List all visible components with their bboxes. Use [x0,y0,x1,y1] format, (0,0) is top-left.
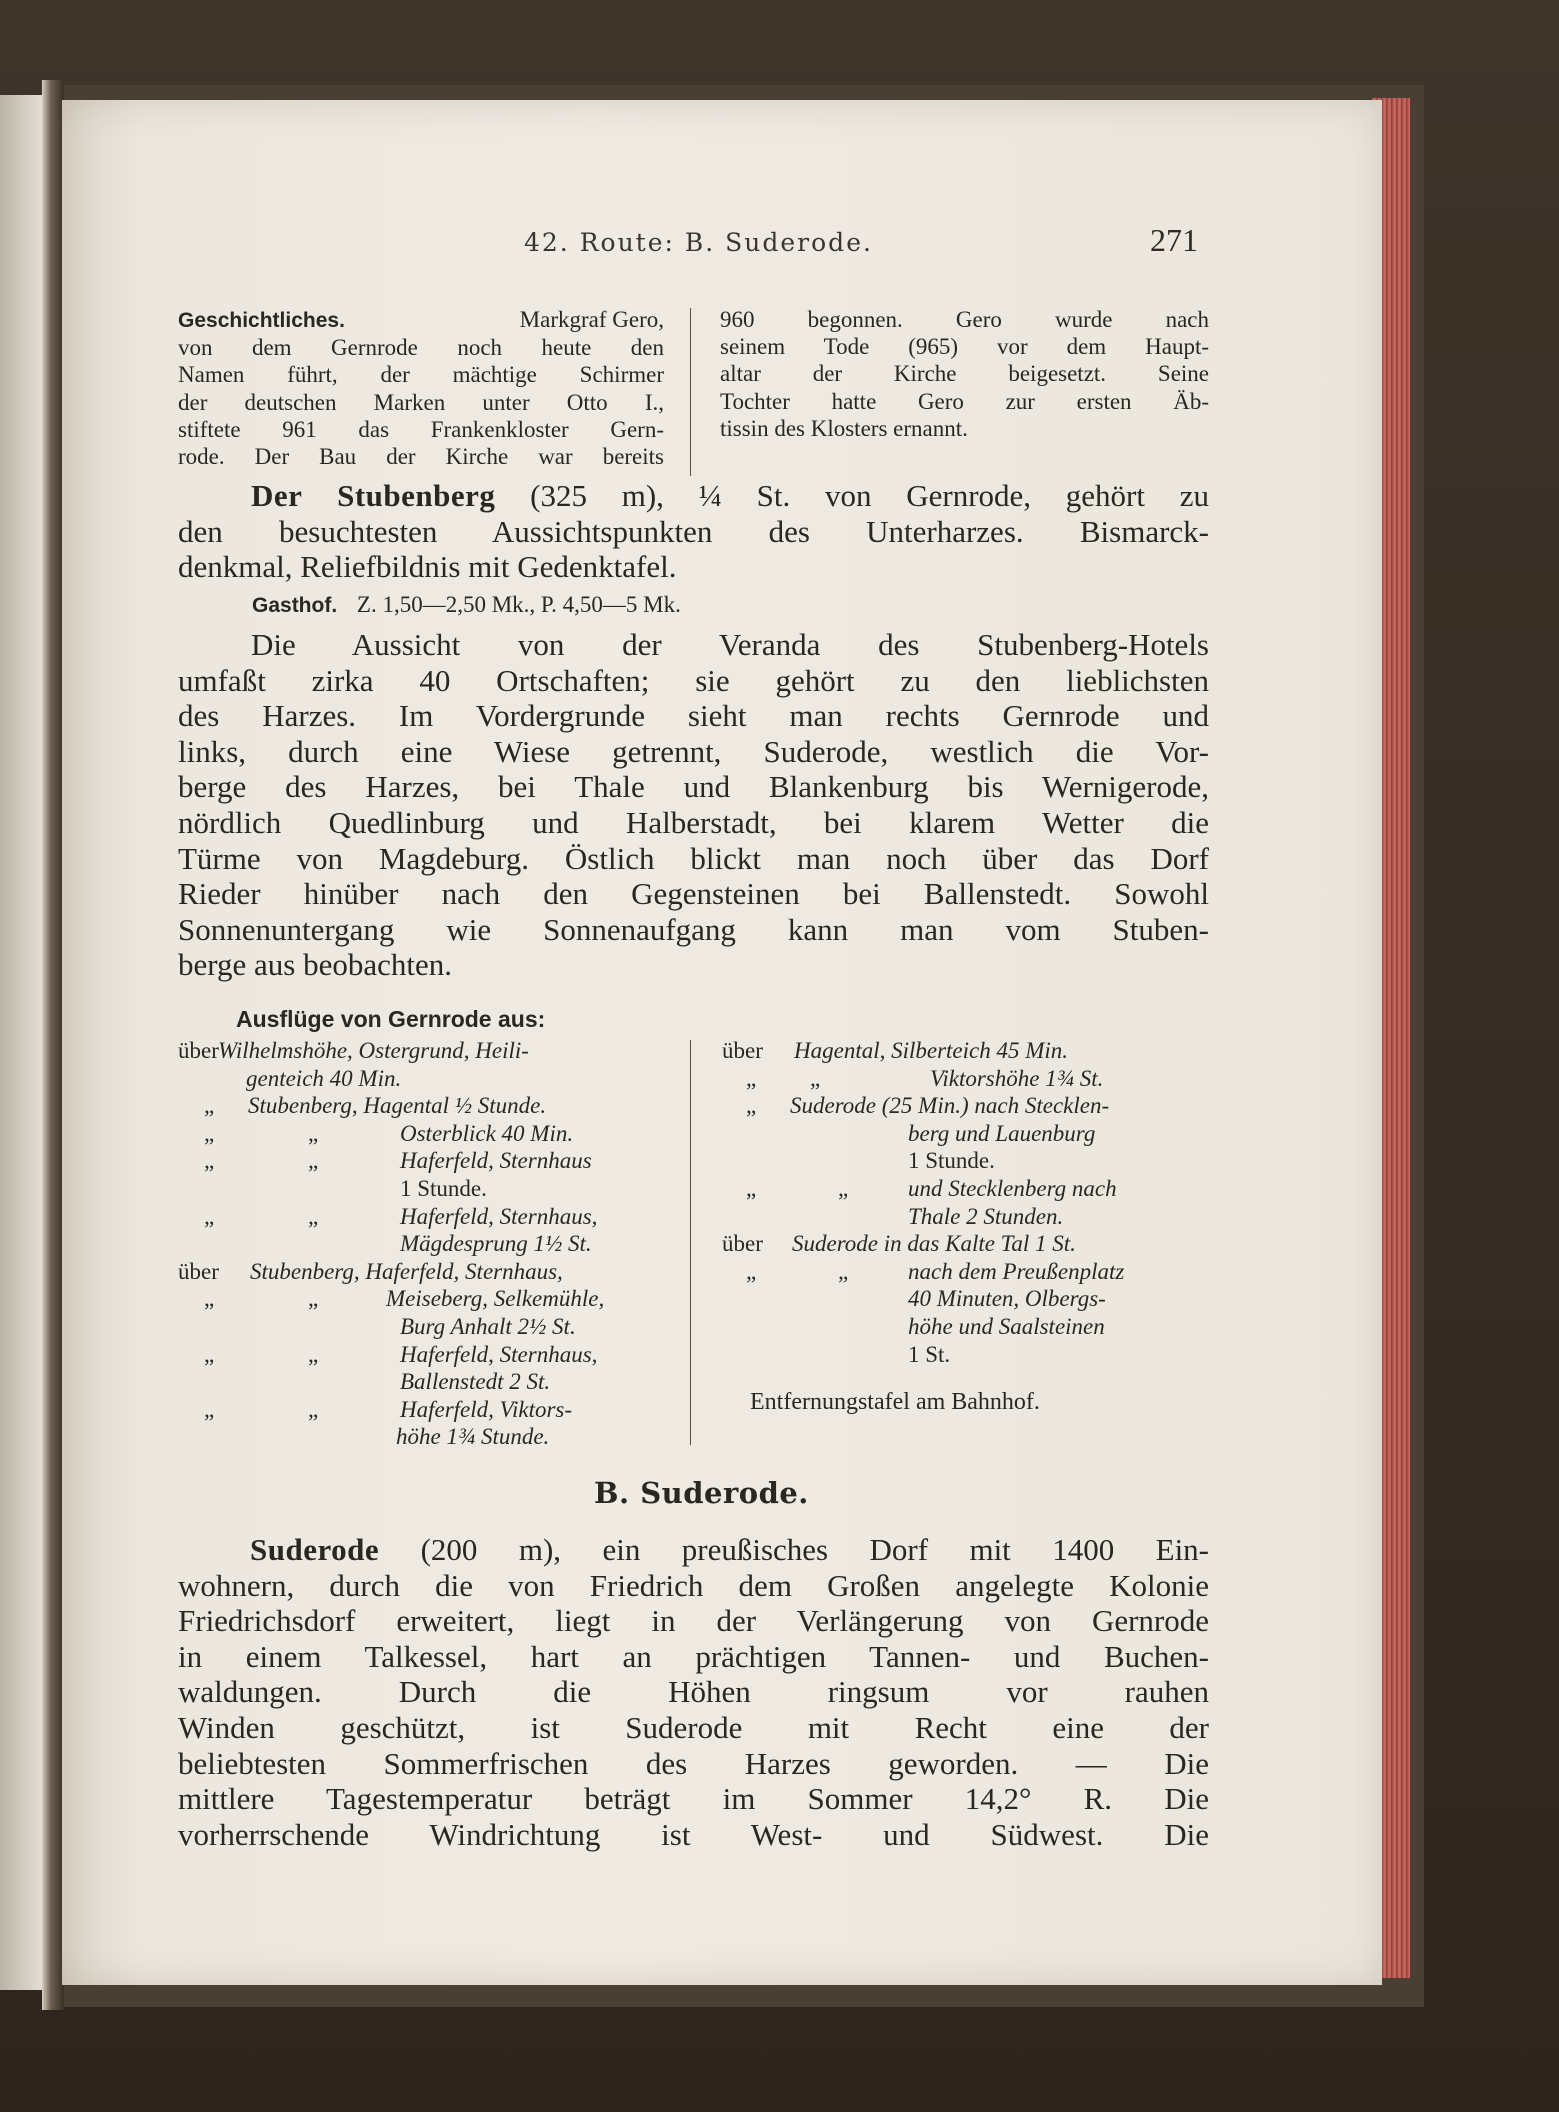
excursion-ditto: „ [308,1396,319,1422]
excursion-ditto: „ [838,1258,849,1284]
history-line: von dem Gernrode noch heute den [178,335,664,361]
excursion-dest-text: Burg Anhalt 2½ St. [400,1313,576,1339]
excursion-prefix: „ [746,1093,757,1119]
excursion-row [178,1423,668,1451]
history-column-divider [690,308,691,476]
suderode-line: waldungen. Durch die Höhen ringsum vor rauhen [178,1674,1209,1710]
suderode-name: Suderode [250,1532,380,1567]
suderode-line [178,1532,1209,1568]
history-line: Namen führt, der mächtige Schirmer [178,362,664,388]
view-line: nördlich Quedlinburg und Halberstadt, bei klarem Wetter die [178,804,1209,840]
suderode-line: mittlere Tagestemperatur beträgt im Sommer 14,2° R. Die [178,1781,1209,1817]
excursion-dest [400,1341,597,1369]
excursion-row [178,1065,668,1093]
excursion-prefix: über [178,1038,219,1063]
history-line: altar der Kirche beigesetzt. Seine [720,361,1209,387]
excursion-ditto: „ [308,1120,319,1146]
excursion-route [790,1092,1109,1120]
excursion-dest-text: höhe und Saalsteinen [908,1313,1105,1339]
view-line: Türme von Magdeburg. Östlich blickt man noch über das Dorf [178,840,1209,876]
excursion-dest [908,1175,1117,1203]
history-line: stiftete 961 das Frankenkloster Gern- [178,416,664,442]
stubenberg-line: denkmal, Reliefbildnis mit Gedenktafel. [178,549,677,585]
excursion-route [218,1037,529,1065]
book-gutter [42,80,64,2010]
excursion-dest [930,1065,1103,1093]
excursion-dest [400,1313,576,1341]
excursion-dest-text: nach dem Preußenplatz [908,1258,1125,1284]
history-right-column [720,306,1209,442]
history-left-column [178,306,664,470]
excursion-dest [400,1368,550,1396]
excursion-dest-text: Ballenstedt 2 St. [400,1369,551,1395]
excursion-route-text: Stubenberg, Haferfeld, Sternhaus, [250,1258,563,1284]
view-line: Sonnenuntergang wie Sonnenaufgang kann man vom Stuben- [178,911,1209,947]
excursion-dest-text: Mägdesprung 1½ St. [400,1231,592,1257]
history-heading: Geschichtliches. [178,309,345,332]
excursion-route-text: Suderode (25 Min.) nach Stecklen- [790,1093,1110,1119]
excursion-dest-text: Haferfeld, Sternhaus [400,1148,592,1174]
excursions-heading: Ausflüge von Gernrode aus: [236,1006,546,1032]
running-head: 42. Route: B. Suderode. [524,228,873,257]
stubenberg-line-text: (325 m), ¼ St. von Gernrode, gehört zu [530,478,1210,513]
excursions-left-column [178,1037,668,1451]
excursion-dest-text: Haferfeld, Sternhaus, [400,1341,598,1367]
excursion-row [722,1120,1212,1148]
history-line: tissin des Klosters ernannt. [720,415,968,441]
excursion-route-text: Suderode in das Kalte Tal 1 St. [792,1231,1076,1257]
excursion-row [722,1037,1212,1065]
stubenberg-paragraph [178,478,1209,585]
distance-note: Entfernungstafel am Bahnhof. [750,1389,1040,1415]
excursion-dest-text: Haferfeld, Sternhaus, [400,1203,598,1229]
excursion-row [722,1203,1212,1231]
excursion-prefix: über [178,1258,219,1284]
excursion-ditto: „ [308,1148,319,1174]
excursion-dest: 1 Stunde. [400,1175,487,1201]
view-line: links, durch eine Wiese getrennt, Suderode, westlich die Vor- [178,733,1209,769]
excursion-dest [908,1313,1105,1341]
excursion-row [178,1092,668,1120]
history-line: Tochter hatte Gero zur ersten Äb- [720,388,1209,414]
excursion-route [246,1065,401,1093]
excursion-row [178,1285,668,1313]
excursion-dest [908,1258,1124,1286]
excursion-prefix: „ [746,1065,757,1091]
excursion-prefix: „ [746,1258,757,1284]
view-paragraph [178,627,1209,983]
excursion-ditto: „ [308,1341,319,1367]
excursion-ditto: „ [308,1203,319,1229]
excursion-row [722,1341,1212,1369]
excursion-row [178,1368,668,1396]
excursion-row [178,1037,668,1065]
stubenberg-line [178,478,1209,514]
view-line: umfaßt zirka 40 Ortschaften; sie gehört zu den lieblichsten [178,662,1209,698]
excursion-dest-text: höhe 1¾ Stunde. [396,1424,550,1450]
excursion-route [794,1037,1068,1065]
excursion-dest-text: Thale 2 Stunden. [908,1203,1064,1229]
excursion-dest-text: und Stecklenberg nach [908,1175,1117,1201]
excursion-dest [908,1285,1106,1313]
suderode-paragraph [178,1532,1209,1852]
excursion-route [792,1230,1076,1258]
excursion-prefix: „ [746,1175,757,1201]
excursion-route-text: Stubenberg, Hagental ½ Stunde. [248,1093,547,1119]
view-line: berge aus beobachten. [178,947,453,983]
excursion-dest [386,1285,604,1313]
page-number: 271 [1150,222,1198,258]
gasthof-text: Z. 1,50—2,50 Mk., P. 4,50—5 Mk. [356,592,681,617]
excursion-row [722,1258,1212,1286]
excursion-row [178,1396,668,1424]
excursion-row [722,1285,1212,1313]
gasthof-line [252,592,681,618]
excursion-route-text: Hagental, Silberteich 45 Min. [794,1038,1069,1063]
suderode-line: vorherrschende Windrichtung ist West- und Südwest. Die [178,1816,1209,1852]
excursion-prefix: „ [204,1286,215,1312]
excursions-right-column [722,1037,1212,1368]
excursion-prefix: „ [204,1341,215,1367]
excursion-dest-text: Haferfeld, Viktors- [400,1396,573,1422]
excursion-dest [396,1423,549,1451]
suderode-line: Winden geschützt, ist Suderode mit Recht eine der [178,1709,1209,1745]
excursion-prefix: „ [204,1396,215,1422]
excursion-dest [400,1203,597,1231]
excursion-dest [400,1147,592,1175]
excursion-dest [908,1203,1063,1231]
excursion-prefix: „ [204,1120,215,1146]
excursion-route [248,1092,546,1120]
excursion-row [178,1313,668,1341]
history-line: der deutschen Marken unter Otto I., [178,389,664,415]
excursions-column-divider [690,1040,691,1445]
excursion-dest-text: Viktorshöhe 1¾ St. [930,1065,1104,1091]
suderode-line: wohnern, durch die von Friedrich dem Großen angelegte Kolonie [178,1567,1209,1603]
excursion-prefix: über [722,1038,763,1063]
excursion-row [178,1175,668,1203]
excursion-dest-text: Osterblick 40 Min. [400,1120,574,1146]
gasthof-label: Gasthof. [252,594,338,617]
excursion-row [178,1120,668,1148]
suderode-line: Friedrichsdorf erweitert, liegt in der Verlängerung von Gernrode [178,1603,1209,1639]
excursion-row [178,1258,668,1286]
view-line: Die Aussicht von der Veranda des Stubenberg-Hotels [251,627,1209,662]
section-title: B. Suderode. [594,1476,809,1510]
excursion-dest-text: berg und Lauenburg [908,1120,1096,1146]
excursion-prefix: „ [204,1148,215,1174]
excursion-dest [400,1396,572,1424]
excursion-route-text: Wilhelmshöhe, Ostergrund, Heili- [218,1038,529,1063]
excursion-row [178,1203,668,1231]
excursion-row [722,1313,1212,1341]
view-line: des Harzes. Im Vordergrunde sieht man rechts Gernrode und [178,698,1209,734]
excursion-dest [400,1120,573,1148]
suderode-line: in einem Talkessel, hart an prächtigen Tannen- und Buchen- [178,1638,1209,1674]
excursion-ditto: „ [308,1286,319,1312]
suderode-line-text: (200 m), ein preußisches Dorf mit 1400 Ein- [420,1532,1210,1567]
excursion-row [722,1230,1212,1258]
excursion-dest: 1 St. [908,1341,951,1367]
excursion-row [722,1092,1212,1120]
excursion-route [250,1258,563,1286]
excursion-row [178,1341,668,1369]
excursion-dest: 1 Stunde. [908,1148,995,1174]
excursion-row [722,1175,1212,1203]
stubenberg-line: den besuchtesten Aussichtspunkten des Unterharzes. Bismarck- [178,513,1209,549]
excursion-row [178,1147,668,1175]
excursion-prefix: über [722,1231,763,1257]
excursion-dest-text: Meiseberg, Selkemühle, [386,1286,605,1312]
history-line-text: Markgraf Gero, [519,307,664,332]
view-line: Rieder hinüber nach den Gegensteinen bei Ballenstedt. Sowohl [178,876,1209,912]
excursion-row [722,1147,1212,1175]
suderode-line: beliebtesten Sommerfrischen des Harzes geworden. — Die [178,1745,1209,1781]
excursion-dest [400,1230,592,1258]
excursion-ditto: „ [810,1065,821,1091]
history-line [178,306,664,334]
view-line: berge des Harzes, bei Thale und Blankenburg bis Wernigerode, [178,769,1209,805]
excursion-row [178,1230,668,1258]
stubenberg-name: Der Stubenberg [251,478,496,513]
excursion-dest-text: 40 Minuten, Olbergs- [908,1286,1106,1312]
excursion-row [722,1065,1212,1093]
history-line: rode. Der Bau der Kirche war bereits [178,444,664,470]
excursion-prefix: „ [204,1093,215,1119]
excursion-prefix: „ [204,1203,215,1229]
history-line: seinem Tode (965) vor dem Haupt- [720,334,1209,360]
history-line: 960 begonnen. Gero wurde nach [720,307,1209,332]
excursion-dest [908,1120,1095,1148]
excursion-route-text: genteich 40 Min. [246,1065,402,1091]
excursion-ditto: „ [838,1175,849,1201]
